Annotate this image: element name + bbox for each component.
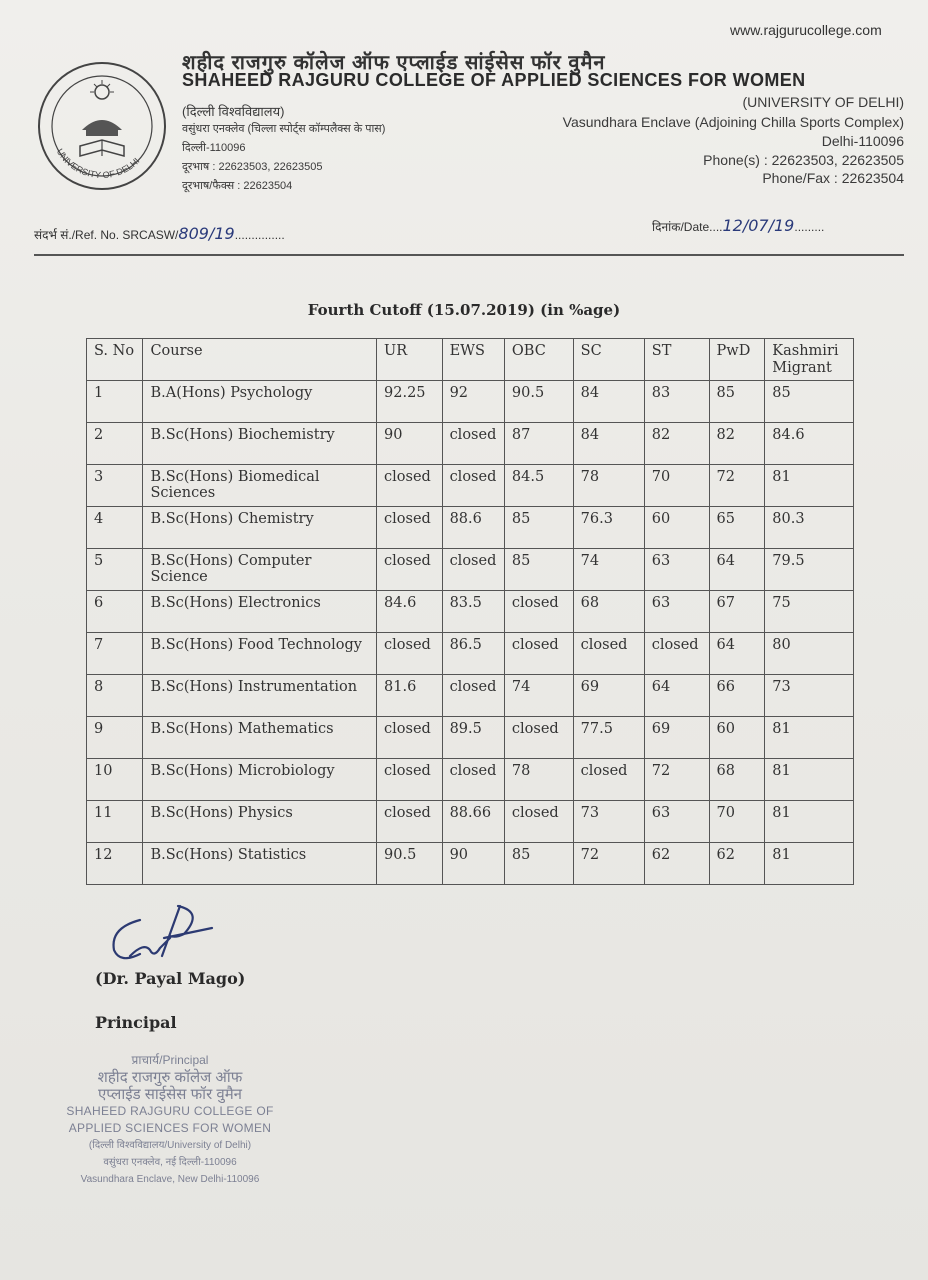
cutoff-cell: closed (573, 633, 644, 675)
table-row (87, 759, 854, 801)
serial-number-cell: 11 (87, 801, 143, 843)
logo-text: UNIVERSITY OF DELHI (54, 146, 142, 181)
cutoff-cell: 80.3 (765, 507, 854, 549)
table-row (87, 507, 854, 549)
serial-number-cell: 5 (87, 549, 143, 591)
cutoff-cell: 81 (765, 759, 854, 801)
cutoff-cell: 72 (709, 465, 765, 507)
cutoff-cell: 84 (573, 381, 644, 423)
table-row (87, 843, 854, 885)
cutoff-cell: 67 (709, 591, 765, 633)
cutoff-cell: 63 (644, 591, 709, 633)
stamp-line: APPLIED SCIENCES FOR WOMEN (68, 1121, 272, 1135)
table-row (87, 717, 854, 759)
cutoff-cell: 85 (709, 381, 765, 423)
cutoff-cell: 78 (504, 759, 573, 801)
cutoff-cell: 85 (504, 843, 573, 885)
cutoff-cell: 69 (644, 717, 709, 759)
cutoff-cell: 84.6 (377, 591, 443, 633)
cutoff-cell: 77.5 (573, 717, 644, 759)
cutoff-cell: 63 (644, 549, 709, 591)
cutoff-cell: closed (377, 717, 443, 759)
serial-number-cell: 3 (87, 465, 143, 507)
cutoff-cell: 87 (504, 423, 573, 465)
cutoff-cell: closed (442, 675, 504, 717)
cutoff-cell: 64 (709, 633, 765, 675)
cutoff-cell: 73 (573, 801, 644, 843)
course-cell: B.Sc(Hons) Mathematics (143, 717, 377, 759)
cutoff-cell: 92.25 (377, 381, 443, 423)
course-cell: B.Sc(Hons) Physics (143, 801, 377, 843)
column-header: PwD (709, 339, 765, 381)
table-row (87, 675, 854, 717)
cutoff-cell: 82 (644, 423, 709, 465)
serial-number-cell: 9 (87, 717, 143, 759)
stamp-line: एप्लाईड साईसेस फॉर वुमैन (97, 1086, 243, 1103)
serial-number-cell: 6 (87, 591, 143, 633)
column-header: UR (377, 339, 443, 381)
letter-date: दिनांक/Date....12/07/19......... (652, 216, 825, 235)
cutoff-table-body (87, 381, 854, 885)
date-label: दिनांक/Date (652, 220, 710, 234)
reference-number: संदर्भ सं./Ref. No. SRCASW/809/19............... (34, 224, 285, 243)
table-row (87, 549, 854, 591)
right-address-line: Delhi-110096 (821, 133, 904, 149)
cutoff-cell: 75 (765, 591, 854, 633)
right-address-line: Vasundhara Enclave (Adjoining Chilla Sports Complex) (562, 114, 904, 130)
cutoff-cell: closed (442, 549, 504, 591)
signatory-name: (Dr. Payal Mago) (95, 969, 246, 988)
cutoff-cell: 60 (709, 717, 765, 759)
cutoff-cell: 85 (765, 381, 854, 423)
cutoff-cell: 84.5 (504, 465, 573, 507)
college-name-english: SHAHEED RAJGURU COLLEGE OF APPLIED SCIENCES FOR WOMEN (182, 70, 806, 90)
course-cell: B.Sc(Hons) Computer Science (143, 549, 377, 591)
header-divider (34, 254, 904, 256)
right-address-line: (UNIVERSITY OF DELHI) (742, 94, 904, 110)
table-row (87, 633, 854, 675)
cutoff-cell: closed (442, 465, 504, 507)
column-header: Course (143, 339, 377, 381)
cutoff-cell: 78 (573, 465, 644, 507)
serial-number-cell: 4 (87, 507, 143, 549)
course-cell: B.Sc(Hons) Biochemistry (143, 423, 377, 465)
cutoff-cell: closed (377, 801, 443, 843)
serial-number-cell: 10 (87, 759, 143, 801)
website-url: www.rajgurucollege.com (730, 22, 882, 38)
cutoff-cell: 83.5 (442, 591, 504, 633)
table-row (87, 591, 854, 633)
cutoff-cell: 68 (709, 759, 765, 801)
cutoff-cell: closed (442, 423, 504, 465)
serial-number-cell: 8 (87, 675, 143, 717)
principal-signature (100, 898, 240, 970)
cutoff-cell: 90.5 (377, 843, 443, 885)
cutoff-cell: 90.5 (504, 381, 573, 423)
cutoff-cell: 68 (573, 591, 644, 633)
stamp-line: Vasundhara Enclave, New Delhi-110096 (80, 1174, 260, 1185)
cutoff-cell: 73 (765, 675, 854, 717)
serial-number-cell: 7 (87, 633, 143, 675)
column-header: OBC (504, 339, 573, 381)
table-row (87, 801, 854, 843)
table-row (87, 465, 854, 507)
college-seal-logo (36, 60, 168, 192)
cutoff-cell: 76.3 (573, 507, 644, 549)
course-cell: B.Sc(Hons) Food Technology (143, 633, 377, 675)
right-address-line: Phone(s) : 22623503, 22623505 (703, 152, 904, 168)
serial-number-cell: 1 (87, 381, 143, 423)
cutoff-cell: 62 (644, 843, 709, 885)
course-cell: B.Sc(Hons) Chemistry (143, 507, 377, 549)
stamp-line: वसुंधरा एनक्लेव, नई दिल्ली-110096 (103, 1157, 237, 1168)
cutoff-cell: 90 (377, 423, 443, 465)
cutoff-cell: closed (377, 507, 443, 549)
cutoff-cell: 85 (504, 507, 573, 549)
cutoff-cell: closed (377, 633, 443, 675)
college-name-hindi: शहीद राजगुरु कॉलेज ऑफ एप्लाईड सांईसेस फॉर वुमैन (182, 52, 606, 74)
table-row (87, 423, 854, 465)
cutoff-cell: 81 (765, 843, 854, 885)
cutoff-cell: 74 (573, 549, 644, 591)
cutoff-cell: 90 (442, 843, 504, 885)
serial-number-cell: 2 (87, 423, 143, 465)
reference-label: संदर्भ सं./Ref. No. SRCASW/ (34, 228, 179, 242)
cutoff-cell: 70 (644, 465, 709, 507)
cutoff-cell: 92 (442, 381, 504, 423)
cutoff-cell: 84 (573, 423, 644, 465)
cutoff-table (86, 338, 854, 885)
stamp-line: प्राचार्य/Principal (131, 1053, 209, 1067)
cutoff-cell: 72 (573, 843, 644, 885)
course-cell: B.Sc(Hons) Biomedical Sciences (143, 465, 377, 507)
cutoff-cell: 88.6 (442, 507, 504, 549)
cutoff-cell: 60 (644, 507, 709, 549)
cutoff-cell: 65 (709, 507, 765, 549)
cutoff-cell: 63 (644, 801, 709, 843)
cutoff-cell: 72 (644, 759, 709, 801)
left-address-line: दूरभाष/फैक्स : 22623504 (182, 180, 293, 192)
left-address-line: दिल्ली-110096 (182, 142, 246, 154)
cutoff-cell: 66 (709, 675, 765, 717)
cutoff-cell: 79.5 (765, 549, 854, 591)
cutoff-cell: closed (377, 549, 443, 591)
cutoff-cell: 81.6 (377, 675, 443, 717)
cutoff-cell: 70 (709, 801, 765, 843)
cutoff-cell: 82 (709, 423, 765, 465)
column-header: S. No (87, 339, 143, 381)
column-header: ST (644, 339, 709, 381)
cutoff-cell: 81 (765, 801, 854, 843)
course-cell: B.Sc(Hons) Instrumentation (143, 675, 377, 717)
cutoff-cell: 64 (709, 549, 765, 591)
cutoff-cell: 89.5 (442, 717, 504, 759)
serial-number-cell: 12 (87, 843, 143, 885)
date-value: 12/07/19 (722, 216, 795, 235)
table-row (87, 381, 854, 423)
cutoff-cell: closed (573, 759, 644, 801)
cutoff-cell: 81 (765, 465, 854, 507)
principal-stamp (50, 1052, 290, 1188)
cutoff-cell: 85 (504, 549, 573, 591)
left-address-line: दूरभाष : 22623503, 22623505 (182, 161, 323, 173)
stamp-line: (दिल्ली विश्वविद्यालय/University of Delhi) (88, 1140, 252, 1151)
cutoff-cell: closed (377, 759, 443, 801)
course-cell: B.A(Hons) Psychology (143, 381, 377, 423)
cutoff-cell: closed (504, 633, 573, 675)
stamp-line: शहीद राजगुरु कॉलेज ऑफ (97, 1069, 243, 1086)
cutoff-cell: 88.66 (442, 801, 504, 843)
cutoff-cell: closed (504, 591, 573, 633)
course-cell: B.Sc(Hons) Microbiology (143, 759, 377, 801)
cutoff-cell: 74 (504, 675, 573, 717)
cutoff-title: Fourth Cutoff (15.07.2019) (in %age) (307, 301, 621, 319)
left-address-line: (दिल्ली विश्वविद्यालय) (182, 104, 285, 119)
cutoff-cell: closed (644, 633, 709, 675)
course-cell: B.Sc(Hons) Statistics (143, 843, 377, 885)
cutoff-cell: closed (504, 801, 573, 843)
cutoff-cell: 84.6 (765, 423, 854, 465)
course-cell: B.Sc(Hons) Electronics (143, 591, 377, 633)
table-header-row (87, 339, 854, 381)
cutoff-cell: 64 (644, 675, 709, 717)
stamp-line: SHAHEED RAJGURU COLLEGE OF (66, 1104, 274, 1118)
cutoff-cell: 86.5 (442, 633, 504, 675)
right-address-line: Phone/Fax : 22623504 (762, 170, 904, 186)
column-header: SC (573, 339, 644, 381)
cutoff-cell: 81 (765, 717, 854, 759)
column-header: Kashmiri Migrant (765, 339, 854, 381)
left-address-line: वसुंधरा एनक्लेव (चिल्ला स्पोर्ट्स कॉम्पलैक्स के पास) (182, 123, 386, 135)
reference-value: 809/19 (178, 224, 235, 243)
column-header: EWS (442, 339, 504, 381)
signatory-title: Principal (95, 1013, 177, 1032)
cutoff-cell: closed (504, 717, 573, 759)
cutoff-cell: 80 (765, 633, 854, 675)
cutoff-cell: 69 (573, 675, 644, 717)
cutoff-cell: closed (442, 759, 504, 801)
cutoff-cell: 62 (709, 843, 765, 885)
cutoff-cell: 83 (644, 381, 709, 423)
cutoff-cell: closed (377, 465, 443, 507)
